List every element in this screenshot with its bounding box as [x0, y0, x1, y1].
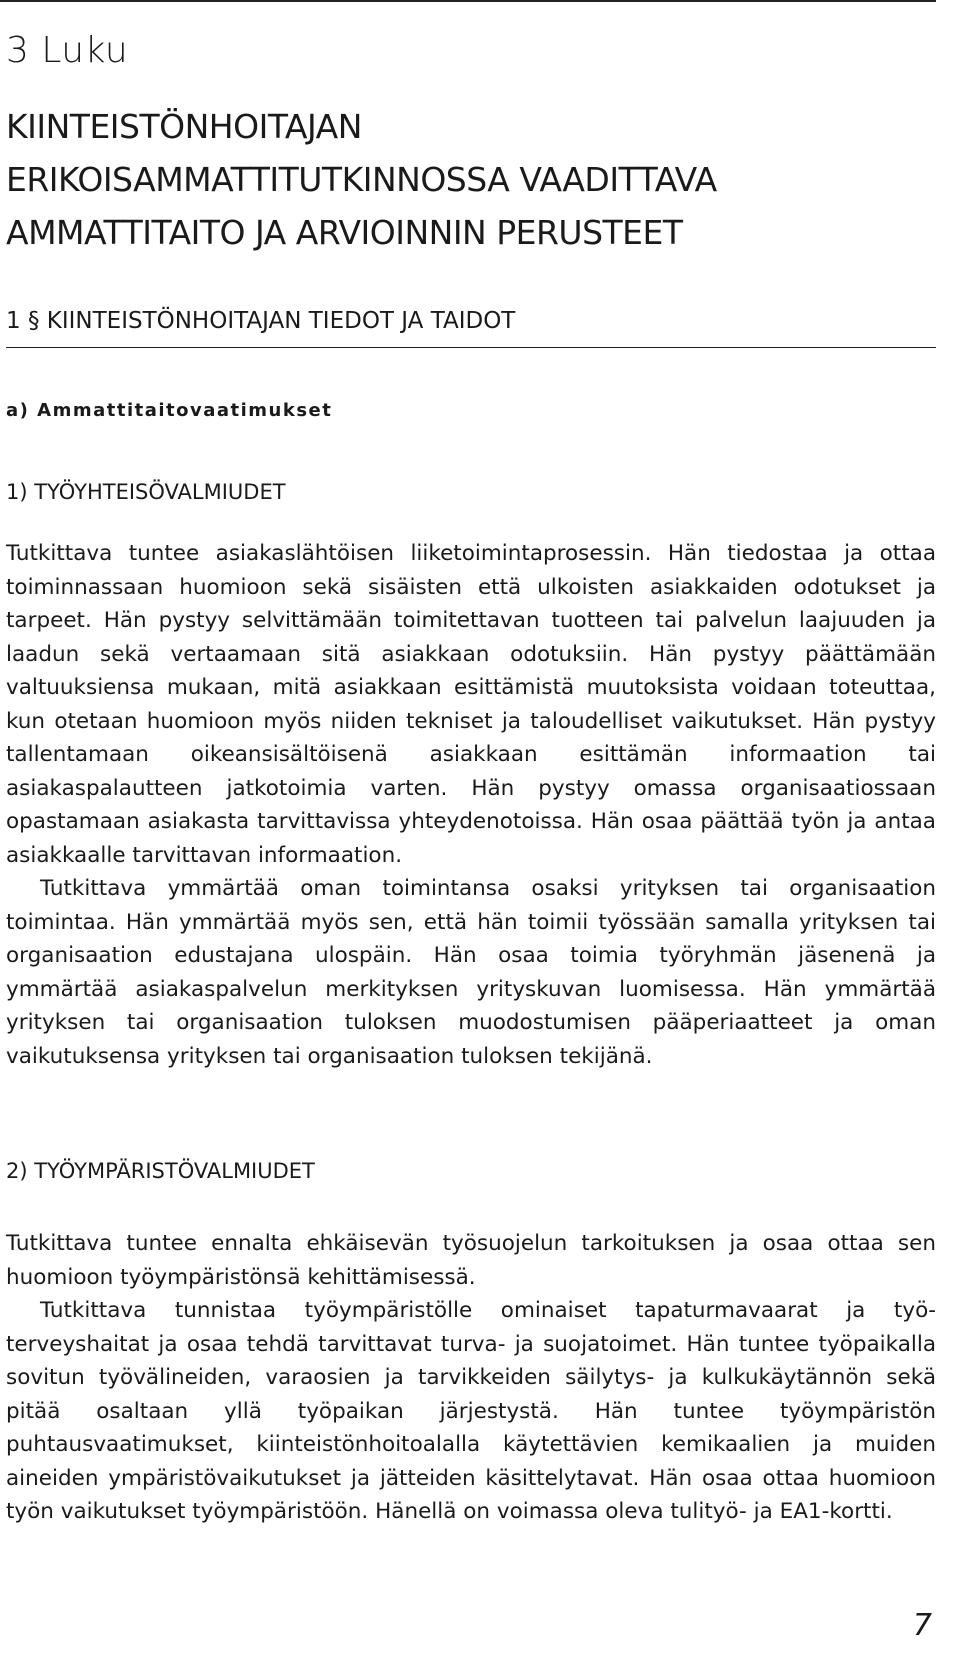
chapter-label: 3 Luku — [6, 30, 129, 71]
subsection-body-work-environment — [6, 1227, 936, 1529]
subsection-body-work-community — [6, 537, 936, 1073]
main-title-line: AMMATTITAITO JA ARVIOINNIN PERUSTEET — [6, 213, 683, 252]
main-title — [6, 100, 717, 259]
body-paragraph: Tutkittava ymmärtää oman toimintansa osaksi yrityksen tai organisaation toimintaa. Hän ymmärtää myös sen, että hän toimii työssään samalla yrityksen tai organisaation edustajana ulospäin. Hän osaa toimia työryhmän jäsenenä ja ymmärtää asiakaspalvelun merkityksen yrityskuvan luomisessa. Hän ymmärtää yrityksen tai organisaation tuloksen muodostumisen pääperiaatteet ja oman vaikutuksensa yrityksen tai organisaation tuloksen tekijänä. — [6, 876, 936, 1069]
section-heading: 1 § KIINTEISTÖNHOITAJAN TIEDOT JA TAIDOT — [6, 308, 516, 334]
body-paragraph: Tutkittava tuntee asiakaslähtöisen liiketoimintaprosessin. Hän tiedostaa ja ottaa toiminnassaan huomioon sekä sisäisten että ulkoisten asiakkaiden odotukset ja tarpeet. Hän pystyy selvittämään toimitettavan tuotteen tai palvelun laajuuden ja laadun sekä vertaamaan sitä asiakkaan odotuksiin. Hän pystyy päättämään valtuuksiensa mukaan, mitä asiakkaan esittämistä muutoksista voidaan toteuttaa, kun otetaan huomioon myös niiden tekniset ja taloudelliset vaikutukset. Hän pystyy tallentamaan oikeansisältöisenä asiakkaan esittämän informaation tai asiakaspalautteen jatkotoimia varten. Hän pystyy omassa organisaatiossaan opastamaan asiakasta tarvittavissa yhteydenotoissa. Hän osaa päättää työn ja antaa asiakkaalle tarvittavan informaation. — [6, 541, 936, 868]
subheading-requirements: a) Ammattitaitovaatimukset — [6, 400, 333, 421]
body-paragraph: Tutkittava tuntee ennalta ehkäisevän työsuojelun tarkoituksen ja osaa ottaa sen huomioon työympäristönsä kehittämisessä. — [6, 1231, 936, 1290]
page-number: 7 — [912, 1608, 932, 1643]
main-title-line: ERIKOISAMMATTITUTKINNOSSA VAADITTAVA — [6, 160, 717, 199]
top-rule — [0, 0, 936, 2]
body-paragraph: Tutkittava tunnistaa työympäristölle ominaiset tapaturmavaarat ja työterveyshaitat ja osaa tehdä tarvittavat turva- ja suojatoimet. Hän tuntee työpaikalla sovitun työvälineiden, varaosien ja tarvikkeiden säilytys- ja kulkukäytännön sekä pitää osaltaan yllä työpaikan järjestystä. Hän tuntee työympäristön puhtausvaatimukset, kiinteistönhoitoalalla käytettävien kemikaalien ja muiden aineiden ympäristövaikutukset ja jätteiden käsittelytavat. Hän osaa ottaa huomioon työn vaikutukset työympäristöön. Hänellä on voimassa oleva tulityö- ja EA1-kortti. — [6, 1298, 936, 1524]
main-title-line: KIINTEISTÖNHOITAJAN — [6, 107, 362, 146]
section-rule — [6, 347, 936, 348]
subsection-heading-work-environment: 2) TYÖYMPÄRISTÖVALMIUDET — [6, 1159, 315, 1183]
subsection-heading-work-community: 1) TYÖYHTEISÖVALMIUDET — [6, 480, 286, 504]
